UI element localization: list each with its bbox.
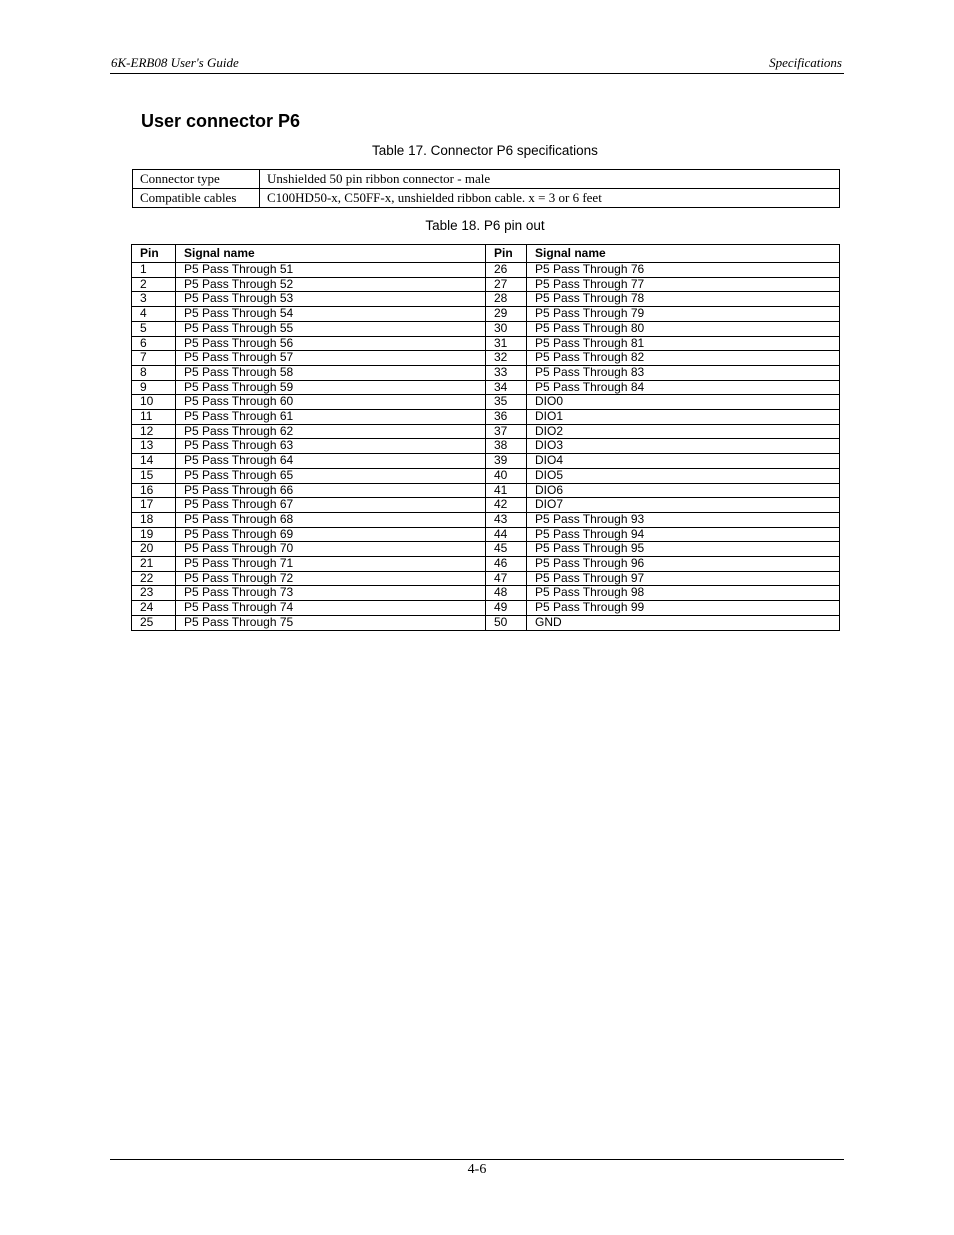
signal-name: P5 Pass Through 62	[176, 424, 486, 439]
table-row	[132, 351, 840, 366]
signal-name: P5 Pass Through 78	[527, 292, 840, 307]
signal-name: P5 Pass Through 58	[176, 365, 486, 380]
pin-number: 11	[132, 410, 176, 425]
signal-name: P5 Pass Through 69	[176, 527, 486, 542]
signal-name: P5 Pass Through 74	[176, 601, 486, 616]
signal-name: P5 Pass Through 60	[176, 395, 486, 410]
connector-spec-table	[132, 169, 840, 208]
header-rule	[110, 73, 844, 74]
signal-name: DIO0	[527, 395, 840, 410]
table-row	[132, 542, 840, 557]
pin-number: 5	[132, 321, 176, 336]
pin-number: 32	[486, 351, 527, 366]
spec-value: Unshielded 50 pin ribbon connector - male	[260, 170, 840, 189]
table-row	[132, 307, 840, 322]
signal-name: P5 Pass Through 66	[176, 483, 486, 498]
signal-name: DIO4	[527, 454, 840, 469]
pin-number: 23	[132, 586, 176, 601]
pin-number: 42	[486, 498, 527, 513]
signal-name: P5 Pass Through 72	[176, 571, 486, 586]
pin-number: 14	[132, 454, 176, 469]
signal-name: DIO5	[527, 468, 840, 483]
pin-number: 25	[132, 615, 176, 630]
signal-name: P5 Pass Through 57	[176, 351, 486, 366]
pin-number: 21	[132, 557, 176, 572]
signal-name: P5 Pass Through 68	[176, 512, 486, 527]
signal-name: DIO6	[527, 483, 840, 498]
table-row	[132, 410, 840, 425]
table-row	[133, 189, 840, 208]
pin-number: 8	[132, 365, 176, 380]
signal-name: P5 Pass Through 97	[527, 571, 840, 586]
pin-number: 39	[486, 454, 527, 469]
spec-value: C100HD50-x, C50FF-x, unshielded ribbon cable. x = 3 or 6 feet	[260, 189, 840, 208]
signal-name: P5 Pass Through 98	[527, 586, 840, 601]
table-row	[133, 170, 840, 189]
signal-name: P5 Pass Through 64	[176, 454, 486, 469]
signal-name: P5 Pass Through 51	[176, 263, 486, 278]
table-row	[132, 527, 840, 542]
signal-name: P5 Pass Through 99	[527, 601, 840, 616]
signal-name: P5 Pass Through 55	[176, 321, 486, 336]
signal-name: P5 Pass Through 95	[527, 542, 840, 557]
column-header-pin: Pin	[132, 245, 176, 263]
pin-number: 19	[132, 527, 176, 542]
signal-name: P5 Pass Through 70	[176, 542, 486, 557]
pinout-table	[131, 244, 840, 631]
pin-number: 41	[486, 483, 527, 498]
signal-name: DIO3	[527, 439, 840, 454]
pinout-table-body	[132, 263, 840, 631]
pin-number: 33	[486, 365, 527, 380]
signal-name: P5 Pass Through 93	[527, 512, 840, 527]
column-header-signal: Signal name	[527, 245, 840, 263]
pin-number: 4	[132, 307, 176, 322]
column-header-pin: Pin	[486, 245, 527, 263]
signal-name: P5 Pass Through 61	[176, 410, 486, 425]
table-row	[132, 336, 840, 351]
table-row	[132, 424, 840, 439]
signal-name: P5 Pass Through 63	[176, 439, 486, 454]
table-row	[132, 601, 840, 616]
pin-number: 28	[486, 292, 527, 307]
pin-number: 6	[132, 336, 176, 351]
pin-number: 50	[486, 615, 527, 630]
section-title: User connector P6	[141, 111, 301, 131]
signal-name: P5 Pass Through 77	[527, 277, 840, 292]
pin-number: 35	[486, 395, 527, 410]
pin-number: 46	[486, 557, 527, 572]
pin-number: 13	[132, 439, 176, 454]
pin-number: 44	[486, 527, 527, 542]
column-header-signal: Signal name	[176, 245, 486, 263]
footer-rule	[110, 1159, 844, 1160]
table-row	[132, 395, 840, 410]
table17-caption: Table 17. Connector P6 specifications	[372, 143, 598, 158]
pin-number: 18	[132, 512, 176, 527]
pin-number: 17	[132, 498, 176, 513]
table-row	[132, 321, 840, 336]
signal-name: P5 Pass Through 81	[527, 336, 840, 351]
pin-number: 36	[486, 410, 527, 425]
signal-name: P5 Pass Through 82	[527, 351, 840, 366]
pin-number: 43	[486, 512, 527, 527]
pin-number: 29	[486, 307, 527, 322]
pin-number: 49	[486, 601, 527, 616]
table-row	[132, 277, 840, 292]
signal-name: P5 Pass Through 75	[176, 615, 486, 630]
table-row	[132, 380, 840, 395]
pin-number: 34	[486, 380, 527, 395]
spec-label: Connector type	[133, 170, 260, 189]
table-row	[132, 468, 840, 483]
running-header-title: 6K-ERB08 User's Guide	[111, 55, 239, 70]
signal-name: P5 Pass Through 56	[176, 336, 486, 351]
signal-name: P5 Pass Through 79	[527, 307, 840, 322]
pin-number: 22	[132, 571, 176, 586]
signal-name: P5 Pass Through 83	[527, 365, 840, 380]
signal-name: P5 Pass Through 94	[527, 527, 840, 542]
table-row	[132, 292, 840, 307]
signal-name: DIO2	[527, 424, 840, 439]
signal-name: P5 Pass Through 80	[527, 321, 840, 336]
spec-label: Compatible cables	[133, 189, 260, 208]
pin-number: 30	[486, 321, 527, 336]
signal-name: P5 Pass Through 52	[176, 277, 486, 292]
signal-name: GND	[527, 615, 840, 630]
table-row	[132, 615, 840, 630]
signal-name: P5 Pass Through 71	[176, 557, 486, 572]
pin-number: 24	[132, 601, 176, 616]
pin-number: 7	[132, 351, 176, 366]
signal-name: P5 Pass Through 96	[527, 557, 840, 572]
table-row	[132, 586, 840, 601]
pin-number: 2	[132, 277, 176, 292]
pin-number: 47	[486, 571, 527, 586]
table-row	[132, 365, 840, 380]
pin-number: 37	[486, 424, 527, 439]
table-row	[132, 263, 840, 278]
running-header-section: Specifications	[769, 55, 842, 70]
table-header-row	[132, 245, 840, 263]
page-number: 4-6	[467, 1162, 487, 1177]
pin-number: 38	[486, 439, 527, 454]
pin-number: 48	[486, 586, 527, 601]
signal-name: P5 Pass Through 67	[176, 498, 486, 513]
pin-number: 27	[486, 277, 527, 292]
pin-number: 31	[486, 336, 527, 351]
pin-number: 10	[132, 395, 176, 410]
signal-name: DIO7	[527, 498, 840, 513]
table18-caption: Table 18. P6 pin out	[425, 218, 545, 233]
table-row	[132, 483, 840, 498]
pin-number: 15	[132, 468, 176, 483]
signal-name: P5 Pass Through 73	[176, 586, 486, 601]
signal-name: P5 Pass Through 53	[176, 292, 486, 307]
pin-number: 16	[132, 483, 176, 498]
pin-number: 1	[132, 263, 176, 278]
signal-name: P5 Pass Through 54	[176, 307, 486, 322]
pin-number: 40	[486, 468, 527, 483]
pin-number: 20	[132, 542, 176, 557]
pin-number: 26	[486, 263, 527, 278]
table-row	[132, 498, 840, 513]
pin-number: 12	[132, 424, 176, 439]
pin-number: 3	[132, 292, 176, 307]
pin-number: 45	[486, 542, 527, 557]
signal-name: P5 Pass Through 65	[176, 468, 486, 483]
signal-name: P5 Pass Through 84	[527, 380, 840, 395]
signal-name: P5 Pass Through 76	[527, 263, 840, 278]
signal-name: DIO1	[527, 410, 840, 425]
table-row	[132, 454, 840, 469]
table-row	[132, 571, 840, 586]
table-row	[132, 557, 840, 572]
table-row	[132, 439, 840, 454]
pin-number: 9	[132, 380, 176, 395]
signal-name: P5 Pass Through 59	[176, 380, 486, 395]
table-row	[132, 512, 840, 527]
